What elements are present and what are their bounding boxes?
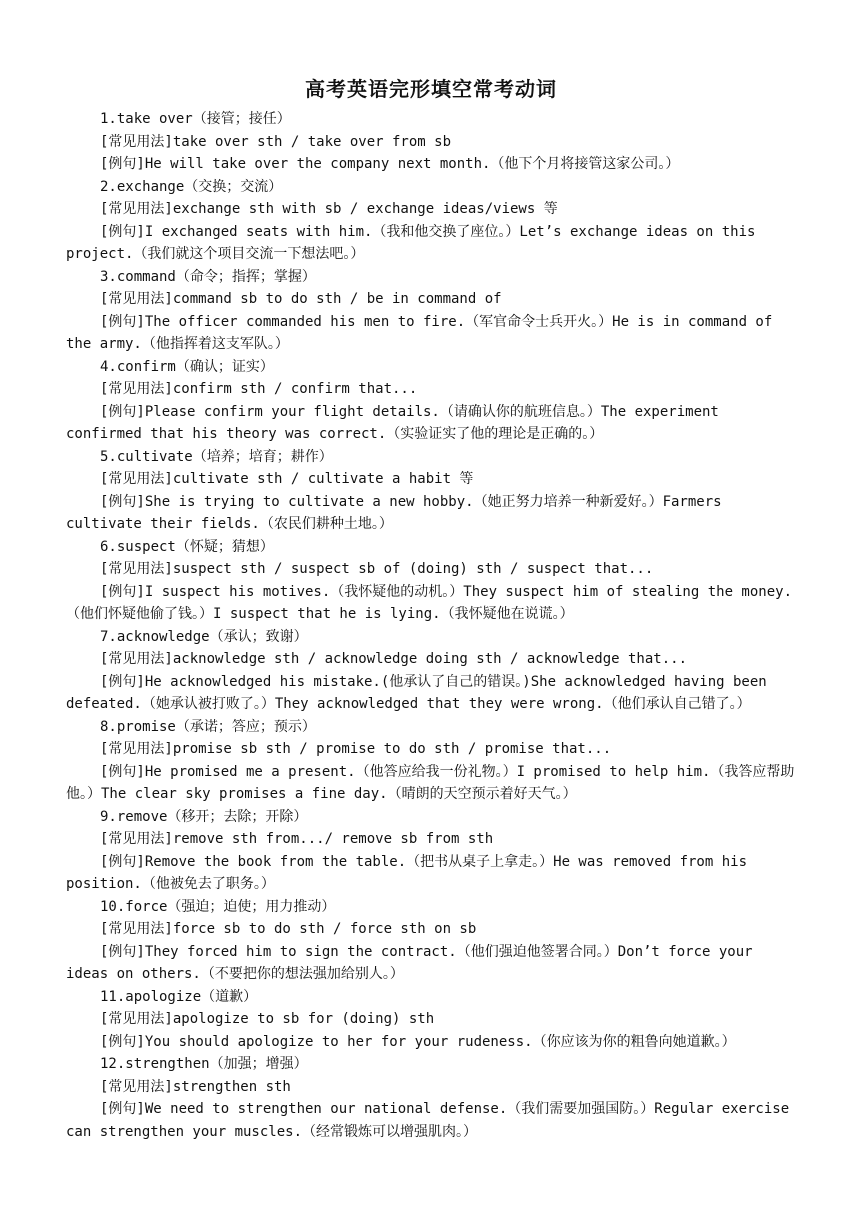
entry-head: 3.command（命令；指挥；掌握） xyxy=(100,268,316,285)
document-page xyxy=(66,74,796,1143)
entry xyxy=(66,536,796,626)
entry xyxy=(66,356,796,446)
entry-usage: [常见用法]apologize to sb for (doing) sth xyxy=(100,1011,435,1027)
entry-example: [例句]He acknowledged his mistake.(他承认了自己的错误。)She acknowledged having been defeated.（她承认被打败了。）They acknowledged that they were wrong.（他们承认自己错了。） xyxy=(66,673,767,712)
page-title: 高考英语完形填空常考动词 xyxy=(305,77,557,101)
entry xyxy=(66,806,796,896)
entry-head: 1.take over（接管；接任） xyxy=(100,111,291,127)
entry-example: [例句]I exchanged seats with him.（我和他交换了座位。）Let’s exchange ideas on this project.（我们就这个项目交流一下想法吧。） xyxy=(66,223,756,262)
entry-head: 9.remove（移开；去除；开除） xyxy=(100,808,308,825)
entry xyxy=(66,108,796,176)
entry xyxy=(66,626,796,716)
entry-example: [例句]She is trying to cultivate a new hobby.（她正努力培养一种新爱好。）Farmers cultivate their fields.（农民们耕种土地。） xyxy=(66,493,722,532)
entry-head: 8.promise（承诺；答应；预示） xyxy=(100,718,316,735)
entry-example: [例句]The officer commanded his men to fire.（军官命令士兵开火。）He is in command of the army.（他指挥着这支军队。） xyxy=(66,313,773,352)
entry-head: 6.suspect（怀疑；猜想） xyxy=(100,538,274,555)
entry xyxy=(66,446,796,536)
entry-head: 2.exchange（交换；交流） xyxy=(100,178,283,195)
entry-head: 12.strengthen（加强；增强） xyxy=(100,1056,308,1072)
entry-example: [例句]He promised me a present.（他答应给我一份礼物。）I promised to help him.（我答应帮助他。）The clear sky promises a fine day.（晴朗的天空预示着好天气。） xyxy=(66,763,795,802)
entry xyxy=(66,986,796,1054)
entry-example: [例句]They forced him to sign the contract.（他们强迫他签署合同。）Don’t force your ideas on others.（不要把你的想法强加给别人。） xyxy=(66,943,753,982)
entry-head: 4.confirm（确认；证实） xyxy=(100,358,274,375)
entry-usage: [常见用法]suspect sth / suspect sb of (doing) sth / suspect that... xyxy=(100,561,654,577)
entry xyxy=(66,266,796,356)
entry-usage: [常见用法]exchange sth with sb / exchange ideas/views 等 xyxy=(100,201,558,217)
entry-usage: [常见用法]take over sth / take over from sb xyxy=(100,133,452,150)
entry-example: [例句]Remove the book from the table.（把书从桌子上拿走。）He was removed from his position.（他被免去了职务。） xyxy=(66,853,748,892)
entry-head: 7.acknowledge（承认；致谢） xyxy=(100,628,308,645)
entry xyxy=(66,1053,796,1143)
entry-usage: [常见用法]command sb to do sth / be in command of xyxy=(100,291,502,307)
entry-usage: [常见用法]promise sb sth / promise to do sth / promise that... xyxy=(100,741,612,757)
entry-example: [例句]Please confirm your flight details.（请确认你的航班信息。）The experiment confirmed that his theory was correct.（实验证实了他的理论是正确的。） xyxy=(66,403,719,442)
entry xyxy=(66,716,796,806)
entry-usage: [常见用法]remove sth from.../ remove sb from sth xyxy=(100,831,494,847)
entry-head: 10.force（强迫；迫使；用力推动） xyxy=(100,898,336,915)
entry xyxy=(66,896,796,986)
entry-example: [例句]You should apologize to her for your rudeness.（你应该为你的粗鲁向她道歉。） xyxy=(100,1033,736,1050)
entry-usage: [常见用法]acknowledge sth / acknowledge doing sth / acknowledge that... xyxy=(100,651,688,667)
entry-head: 5.cultivate（培养；培育；耕作） xyxy=(100,448,333,465)
entry-head: 11.apologize（道歉） xyxy=(100,988,258,1005)
entry xyxy=(66,176,796,266)
entry-example: [例句]We need to strengthen our national defense.（我们需要加强国防。）Regular exercise can strengthen your muscles.（经常锻炼可以增强肌肉。） xyxy=(66,1101,790,1140)
entry-usage: [常见用法]force sb to do sth / force sth on sb xyxy=(100,921,477,937)
entry-usage: [常见用法]cultivate sth / cultivate a habit 等 xyxy=(100,471,474,487)
entry-usage: [常见用法]confirm sth / confirm that... xyxy=(100,381,418,397)
entry-example: [例句]He will take over the company next month.（他下个月将接管这家公司。） xyxy=(100,156,680,172)
entry-usage: [常见用法]strengthen sth xyxy=(100,1078,291,1095)
entry-example: [例句]I suspect his motives.（我怀疑他的动机。）They suspect him of stealing the money.（他们怀疑他偷了钱。）I suspect that he is lying.（我怀疑他在说谎。） xyxy=(66,583,793,622)
